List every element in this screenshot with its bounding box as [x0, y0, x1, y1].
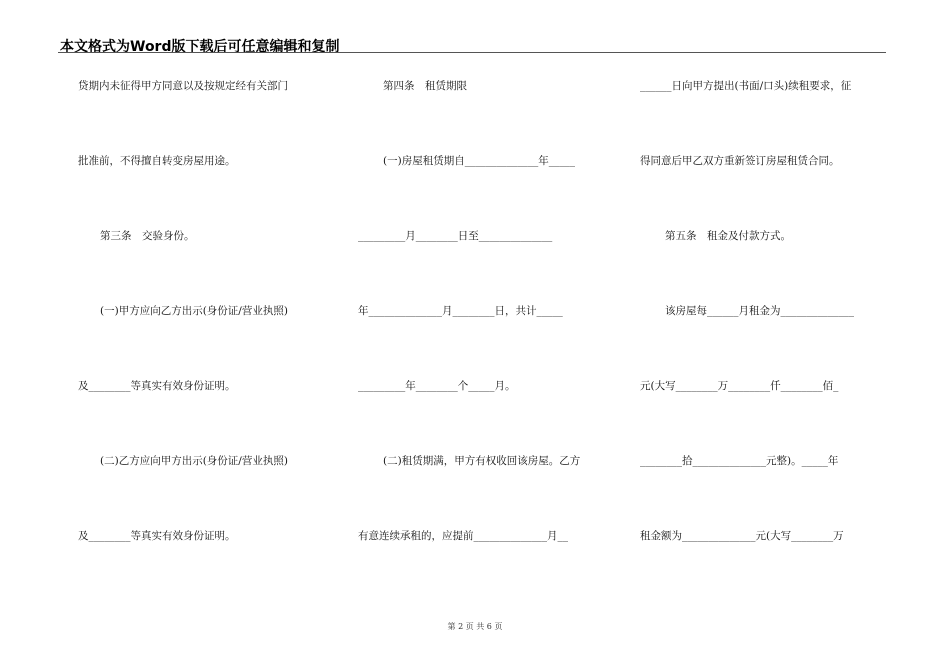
text-line: (一)房屋租赁期自______________年_____ [383, 155, 575, 167]
page-number-footer: 第 2 页 共 6 页 [447, 622, 503, 631]
text-line: ________拾______________元整)。_____年 [640, 455, 839, 467]
header-divider [58, 52, 886, 53]
text-line: 及________等真实有效身份证明。 [78, 530, 236, 542]
text-line: ______日向甲方提出(书面/口头)续租要求，征 [640, 80, 852, 92]
text-line: _________月________日至______________ [358, 230, 553, 242]
text-line: (一)甲方应向乙方出示(身份证/营业执照) [100, 305, 288, 317]
text-line: 该房屋每______月租金为______________ [665, 305, 854, 317]
text-line: 租金额为______________元(大写________万 [640, 530, 844, 542]
section-heading: 第四条 租赁期限 [383, 80, 467, 92]
document-header-title: 本文格式为Word版下载后可任意编辑和复制 [60, 39, 340, 55]
text-line: 元(大写________万________仟________佰_ [640, 380, 839, 392]
text-line: 批准前，不得擅自转变房屋用途。 [78, 155, 236, 167]
section-heading: 第三条 交验身份。 [100, 230, 195, 242]
text-line: 及________等真实有效身份证明。 [78, 380, 236, 392]
text-line: (二)租赁期满，甲方有权收回该房屋。乙方 [383, 455, 581, 467]
text-line: 贷期内未征得甲方同意以及按规定经有关部门 [78, 80, 288, 92]
text-line: 有意连续承租的，应提前______________月__ [358, 530, 568, 542]
text-line: 得同意后甲乙双方重新签订房屋租赁合同。 [640, 155, 840, 167]
section-heading: 第五条 租金及付款方式。 [665, 230, 791, 242]
text-line: (二)乙方应向甲方出示(身份证/营业执照) [100, 455, 288, 467]
text-line: 年______________月________日，共计_____ [358, 305, 563, 317]
text-line: _________年________个_____月。 [358, 380, 516, 392]
